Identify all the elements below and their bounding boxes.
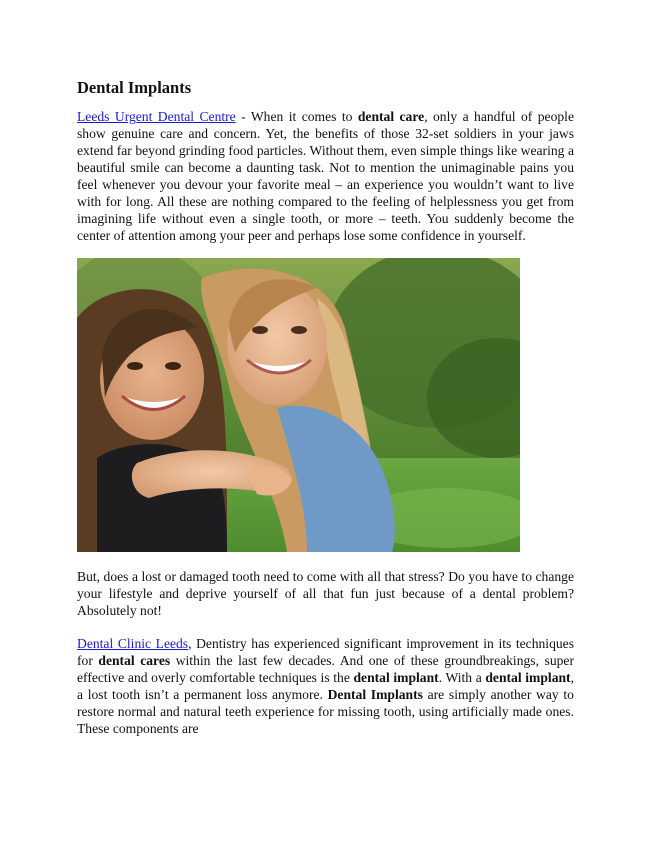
dental-clinic-leeds-link[interactable]: Dental Clinic Leeds: [77, 636, 189, 651]
leeds-urgent-dental-centre-link[interactable]: Leeds Urgent Dental Centre: [77, 109, 236, 124]
implant-text-2: within the last few decades. And one of these groundbreakings, super effective and overly comfortable techniques is the: [77, 653, 574, 685]
implant-bold-dental-implant-2: dental implant: [485, 670, 571, 685]
implant-text-4: , a lost tooth isn’t a permanent loss anymore.: [77, 670, 574, 702]
smiling-women-photo: [77, 258, 520, 552]
implant-paragraph: [77, 635, 574, 737]
intro-text-2: , only a handful of people show genuine care and concern. Yet, the benefits of those 32-set soldiers in your jaws extend far beyond grinding food particles. Without them, even simple things like wearing a beautiful smile can become a daunting task. Not to mention the unimaginable pains you feel whenever you devour your favorite meal – an experience you wouldn’t want to live with for long. All these are nothing compared to the feeling of helplessness you get from imagining life without even a single tooth, or more – teeth. You suddenly become the center of attention among your peer and perhaps lose some confidence in yourself.: [77, 109, 574, 243]
implant-text-5: are simply another way to restore normal and natural teeth experience for missing tooth, using artificially made ones. These components are: [77, 687, 574, 736]
implant-text-1: , Dentistry has experienced significant improvement in its techniques for: [77, 636, 575, 668]
article-title: Dental Implants: [77, 78, 192, 97]
implant-bold-dental-implant-1: dental implant: [353, 670, 439, 685]
implant-bold-dental-cares: dental cares: [98, 653, 171, 668]
article-body: [77, 78, 574, 737]
smiling-women-photo-art: [77, 258, 520, 552]
question-paragraph: But, does a lost or damaged tooth need to come with all that stress? Do you have to change your lifestyle and deprive yourself of all that fun just because of a dental problem? Absolutely not!: [77, 569, 574, 618]
implant-bold-dental-implants: Dental Implants: [327, 687, 423, 702]
implant-text-3: . With a: [438, 670, 486, 685]
intro-text-1: - When it comes to: [235, 109, 358, 124]
intro-bold-dental-care: dental care: [357, 109, 425, 124]
intro-paragraph: [77, 108, 574, 244]
